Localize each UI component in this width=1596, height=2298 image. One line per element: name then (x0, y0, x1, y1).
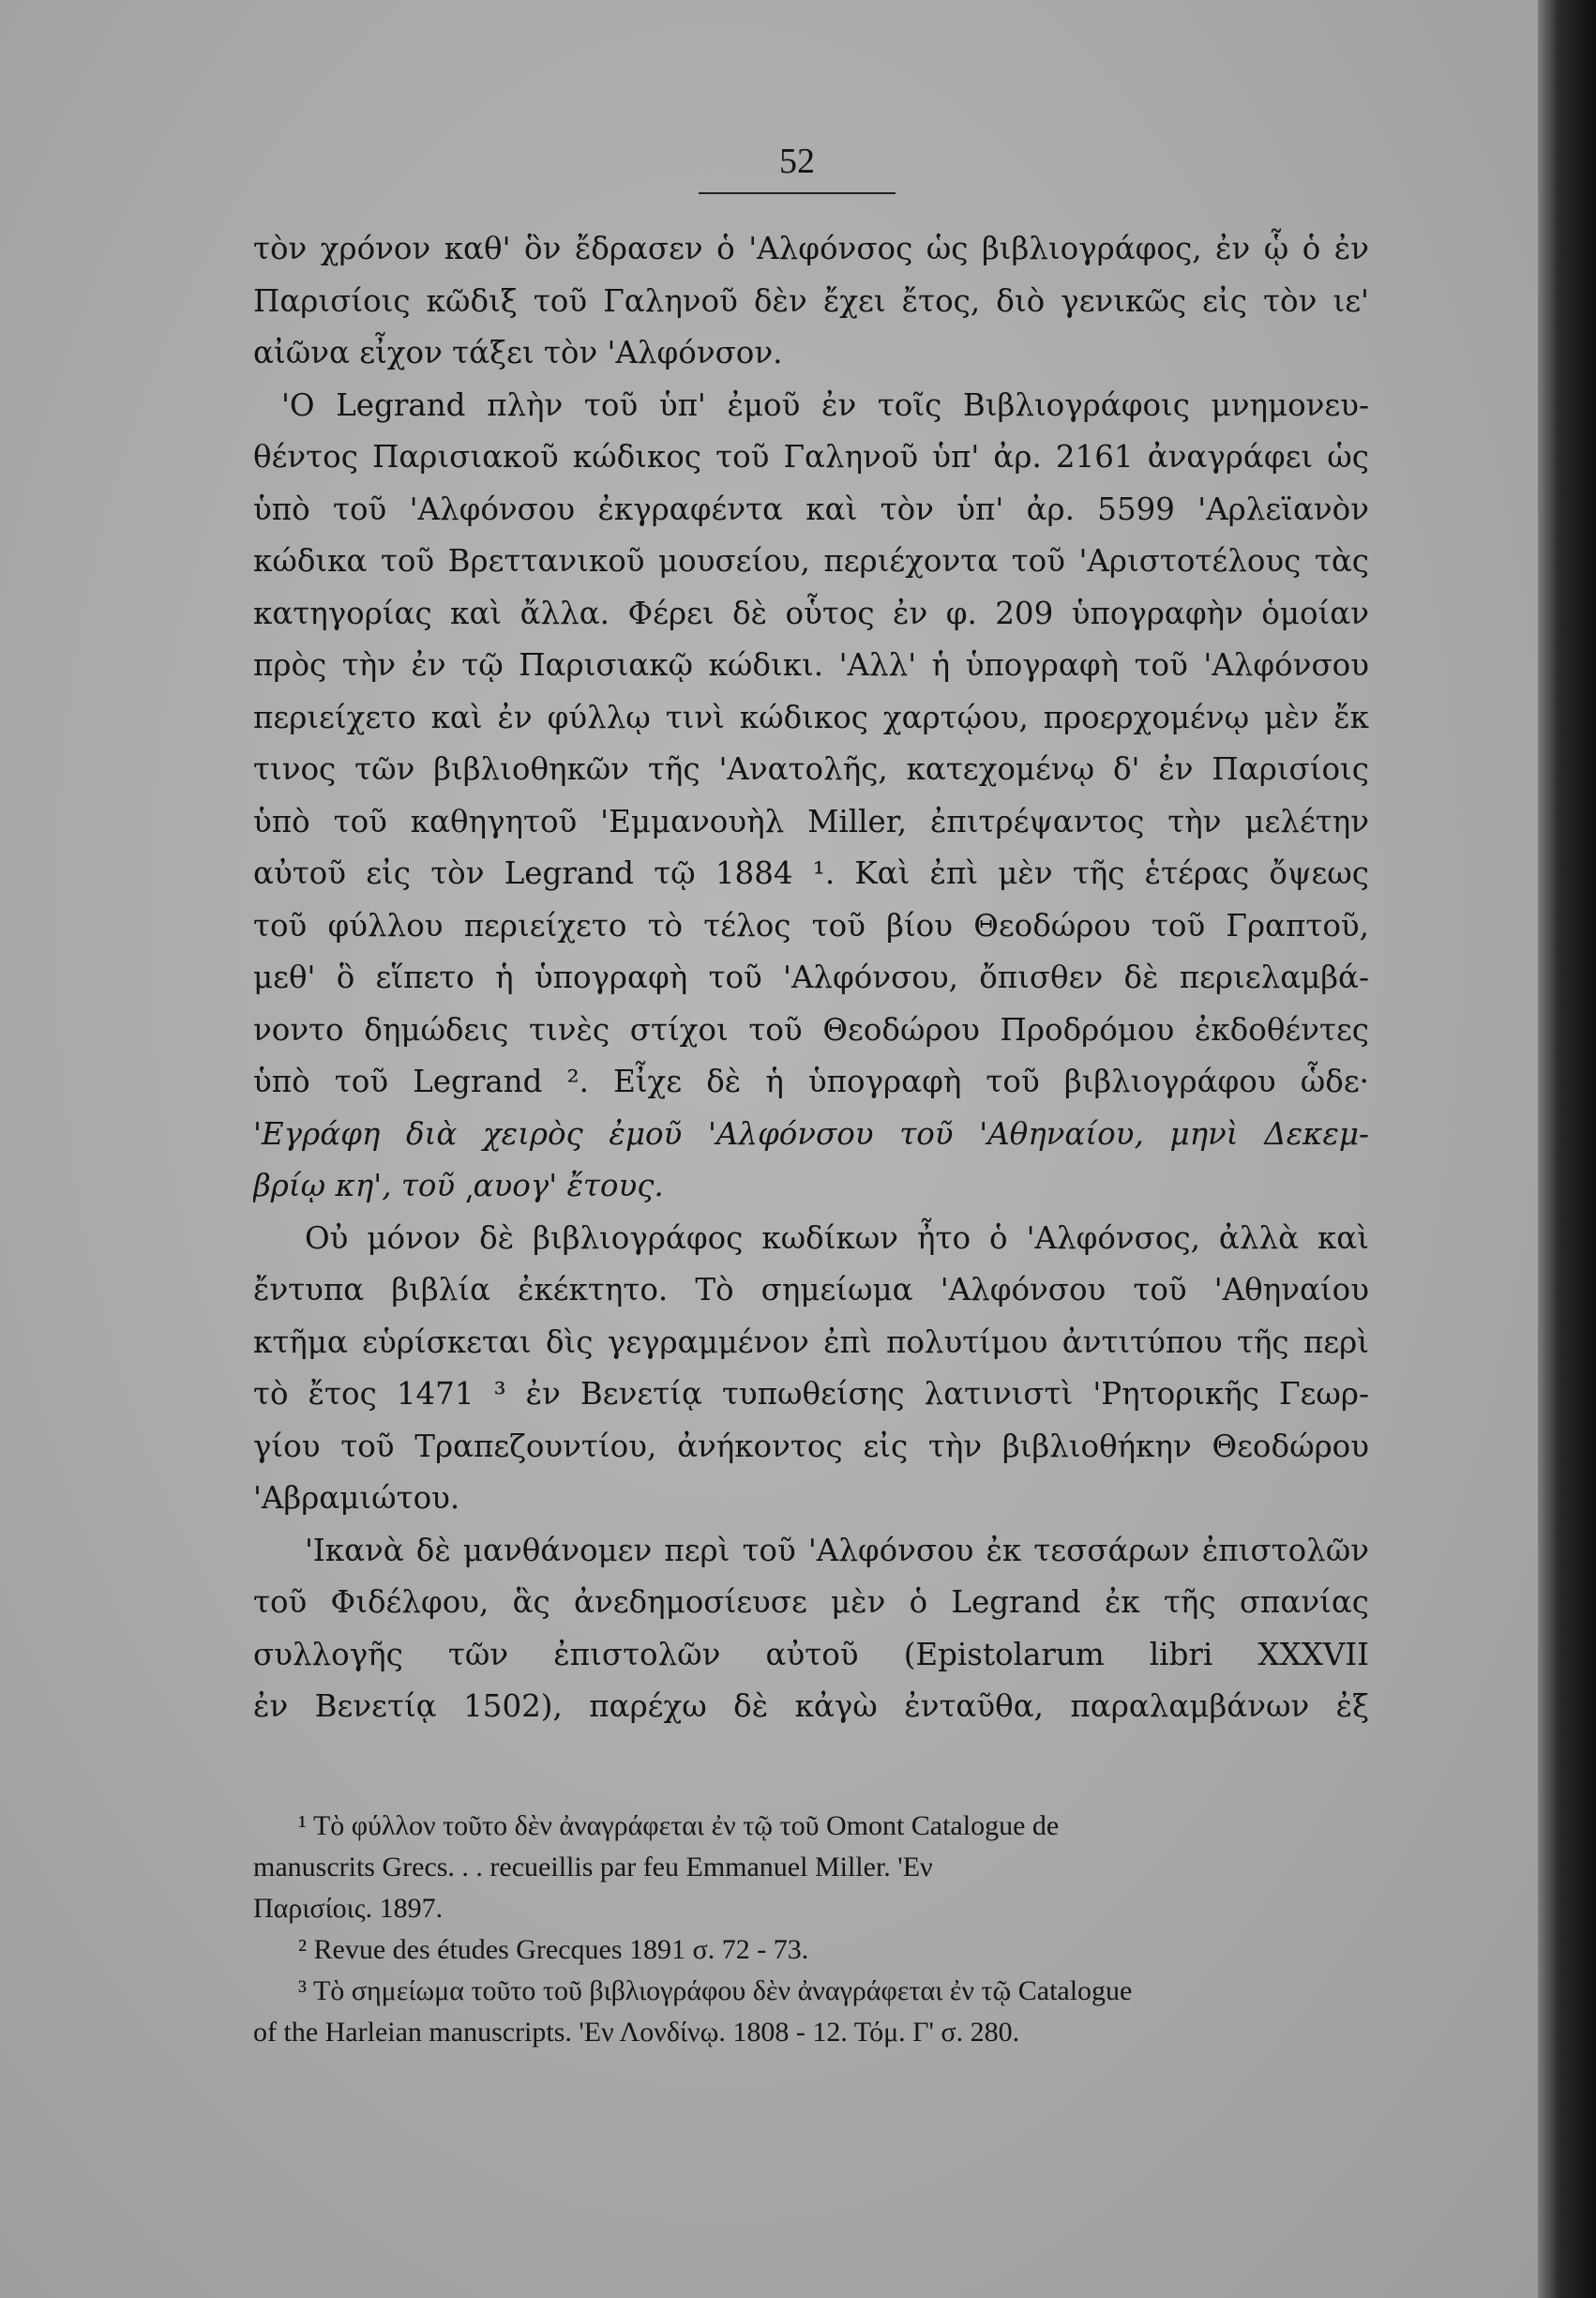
text-line: ἐν Βενετίᾳ 1502), παρέχω δὲ κἀγὼ ἐνταῦθα, παραλαμβάνων ἐξ (253, 1688, 1369, 1724)
text-line: μεθ' ὃ εἵπετο ἡ ὑπογραφὴ τοῦ 'Αλφόνσου, ὄπισθεν δὲ περιελαμβά- (253, 960, 1369, 995)
italic-signature-text: βρίῳ κη', τοῦ ͵αυογ' ἔτους. (253, 1168, 664, 1203)
text-line: 'Ο Legrand πλὴν τοῦ ὑπ' ἐμοῦ ἐν τοῖς Βιβλιογράφοις μνημονευ- (281, 386, 1369, 423)
text-line: Παρισίοις κῶδιξ τοῦ Γαληνοῦ δὲν ἔχει ἔτος, διὸ γενικῶς εἰς τὸν ιε' (253, 282, 1369, 319)
footnote-3: ³ Τὸ σημείωμα τοῦτο τοῦ βιβλιογράφου δὲν ἀναγράφεται ἐν τῷ Catalogue (298, 1975, 1133, 2006)
text-line: αὐτοῦ εἰς τὸν Legrand τῷ 1884 ¹. Καὶ ἐπὶ μὲν τῆς ἑτέρας ὄψεως (253, 855, 1369, 891)
text-line: ἔντυπα βιβλία ἐκέκτητο. Τὸ σημείωμα 'Αλφόνσου τοῦ 'Αθηναίου (253, 1272, 1369, 1308)
text-line: Οὐ μόνον δὲ βιβλιογράφος κωδίκων ἦτο ὁ 'Αλφόνσος, ἀλλὰ καὶ (305, 1219, 1369, 1256)
footnote-3-cont: of the Harleian manuscripts. 'Εν Λονδίνῳ. 1808 - 12. Τόμ. Γ' σ. 280. (253, 2017, 1020, 2048)
footnotes (253, 1806, 1369, 2053)
text-line: ὑπὸ τοῦ καθηγητοῦ 'Εμμανουὴλ Miller, ἐπιτρέψαντος τὴν μελέτην (253, 803, 1369, 839)
text-line: γίου τοῦ Τραπεζουντίου, ἀνήκοντος εἰς τὴν βιβλιοθήκην Θεοδώρου (253, 1428, 1369, 1464)
text-line-italic (253, 1109, 1369, 1161)
text-line: νοντο δημώδεις τινὲς στίχοι τοῦ Θεοδώρου Προδρόμου ἐκδοθέντες (253, 1011, 1369, 1048)
text-line: τὸν χρόνον καθ' ὃν ἔδρασεν ὁ 'Αλφόνσος ὡς βιβλιογράφος, ἐν ᾧ ὁ ἐν (253, 231, 1369, 266)
book-gutter-shadow (1538, 0, 1596, 2298)
text-line: κτῆμα εὑρίσκεται δὶς γεγραμμένον ἐπὶ πολυτίμου ἀντιτύπου τῆς περὶ (253, 1323, 1369, 1360)
text-line: κώδικα τοῦ Βρεττανικοῦ μουσείου, περιέχοντα τοῦ 'Αριστοτέλους τὰς (253, 543, 1369, 579)
body-text (253, 223, 1369, 1733)
text-line: τὸ ἔτος 1471 ³ ἐν Βενετίᾳ τυπωθείσης λατινιστὶ 'Ρητορικῆς Γεωρ- (253, 1376, 1369, 1412)
text-line: τοῦ φύλλου περιείχετο τὸ τέλος τοῦ βίου Θεοδώρου τοῦ Γραπτοῦ, (253, 907, 1369, 944)
text-line: τινος τῶν βιβλιοθηκῶν τῆς 'Ανατολῆς, κατεχομένῳ δ' ἐν Παρισίοις (253, 751, 1369, 787)
footnote-1-cont: Παρισίοις. 1897. (253, 1893, 444, 1924)
italic-signature-text: 'Εγράφη διὰ χειρὸς ἐμοῦ 'Αλφόνσου τοῦ 'Αθηναίου, μηνὶ Δεκεμ- (253, 1115, 1369, 1152)
text-line: πρὸς τὴν ἐν τῷ Παρισιακῷ κώδικι. 'Αλλ' ἡ ὑπογραφὴ τοῦ 'Αλφόνσου (253, 647, 1369, 683)
text-line: ὑπὸ τοῦ 'Αλφόνσου ἐκγραφέντα καὶ τὸν ὑπ' ἀρ. 5599 'Αρλεϊανὸν (253, 491, 1369, 527)
text-line: 'Ικανὰ δὲ μανθάνομεν περὶ τοῦ 'Αλφόνσου ἐκ τεσσάρων ἐπιστολῶν (305, 1532, 1369, 1568)
text-line: τοῦ Φιδέλφου, ἃς ἀνεδημοσίευσε μὲν ὁ Legrand ἐκ τῆς σπανίας (253, 1584, 1369, 1620)
text-line: συλλογῆς τῶν ἐπιστολῶν αὐτοῦ (Epistolarum libri XXXVII (253, 1636, 1369, 1672)
footnote-1-cont: manuscrits Grecs. . . recueillis par feu Emmanuel Miller. 'Εν (253, 1852, 933, 1882)
text-line-italic (253, 1160, 1369, 1213)
page-number-rule (699, 192, 896, 194)
page-number: 52 (779, 142, 815, 181)
footnote-2: ² Revue des études Grecques 1891 σ. 72 - 73. (298, 1934, 809, 1965)
text-line: περιείχετο καὶ ἐν φύλλῳ τινὶ κώδικος χαρτῴου, προερχομένῳ μὲν ἔκ (253, 699, 1369, 735)
text-line: ὑπὸ τοῦ Legrand ². Εἶχε δὲ ἡ ὑπογραφὴ τοῦ βιβλιογράφου ὧδε· (253, 1064, 1369, 1099)
text-line: αἰῶνα εἶχον τάξει τὸν 'Αλφόνσον. (253, 335, 783, 370)
text-line: κατηγορίας καὶ ἄλλα. Φέρει δὲ οὗτος ἐν φ. 209 ὑπογραφὴν ὁμοίαν (253, 595, 1369, 631)
text-line: θέντος Παρισιακοῦ κώδικος τοῦ Γαληνοῦ ὑπ' ἀρ. 2161 ἀναγράφει ὡς (253, 439, 1369, 475)
text-line: 'Αβραμιώτου. (253, 1480, 460, 1516)
footnote-1: ¹ Τὸ φύλλον τοῦτο δὲν ἀναγράφεται ἐν τῷ τοῦ Omont Catalogue de (298, 1810, 1060, 1841)
